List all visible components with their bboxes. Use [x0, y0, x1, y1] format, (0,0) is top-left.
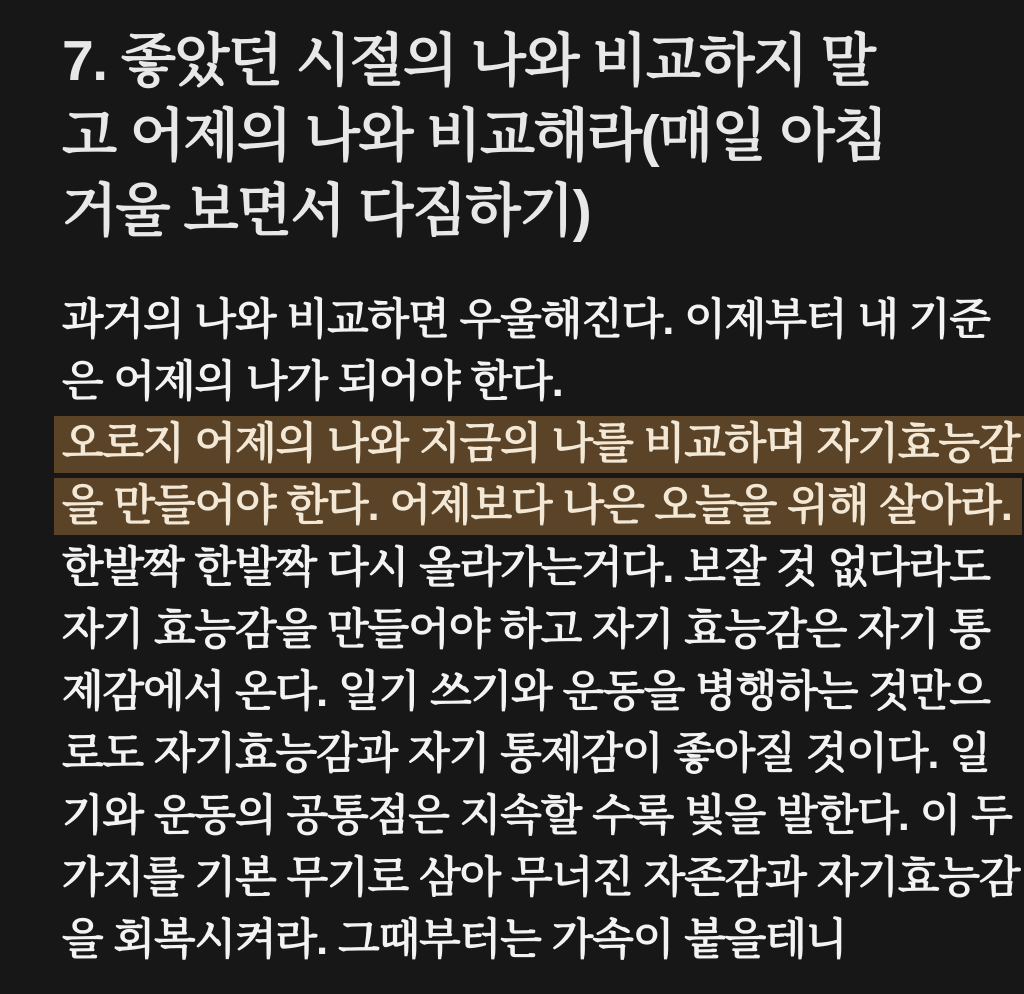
body-line-text: 가지를 기본 무기로 삼아 무너진 자존감과 자기효능감: [62, 854, 1020, 902]
body-line-text: 과거의 나와 비교하면 우울해진다. 이제부터 내 기준: [62, 296, 990, 344]
heading-line: 7. 좋았던 시절의 나와 비교하지 말: [62, 29, 875, 93]
highlighted-text: 오로지 어제의 나와 지금의 나를 비교하며 자기효능감: [54, 416, 1024, 473]
body-line: [62, 289, 990, 351]
body-line-text: 을 회복시켜라. 그때부터는 가속이 붙을테니: [62, 916, 847, 964]
heading-line: 고 어제의 나와 비교해라(매일 아침: [62, 104, 887, 168]
body-line: [62, 413, 1020, 475]
body-line: [62, 661, 990, 723]
body-line: [62, 847, 1020, 909]
body-line-text: 한발짝 한발짝 다시 올라가는거다. 보잘 것 없다라도: [62, 544, 990, 592]
body-line-text: 은 어제의 나가 되어야 한다.: [62, 358, 563, 406]
body-line: [62, 599, 990, 661]
body-line-text: 로도 자기효능감과 자기 통제감이 좋아질 것이다. 일: [62, 730, 990, 778]
body-line: [62, 537, 990, 599]
body-line: [62, 351, 974, 413]
body-line: [62, 785, 1012, 847]
body-line-text: 자기 효능감을 만들어야 하고 자기 효능감은 자기 통: [62, 606, 990, 654]
heading-line: 거울 보면서 다짐하기): [62, 179, 591, 243]
body-line: [62, 909, 974, 971]
body-line: [62, 723, 990, 785]
body-paragraph: [62, 289, 1020, 971]
body-line-text: 제감에서 온다. 일기 쓰기와 운동을 병행하는 것만으: [62, 668, 990, 716]
section-heading: [62, 24, 974, 249]
body-line-text: 기와 운동의 공통점은 지속할 수록 빛을 발한다. 이 두: [62, 792, 1012, 840]
body-line: [62, 475, 1012, 537]
highlighted-text: 을 만들어야 한다. 어제보다 나은 오늘을 위해 살아라.: [54, 478, 1022, 535]
